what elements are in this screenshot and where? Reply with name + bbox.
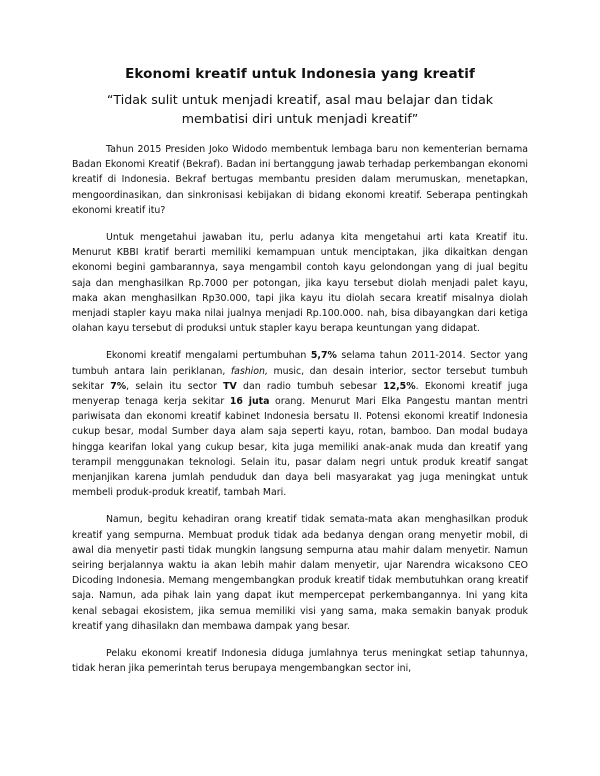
paragraph-4: Namun, begitu kehadiran orang kreatif tidak semata-mata akan menghasilkan produk kreatif yang sempurna. Membuat produk tidak ada bedanya dengan orang menyetir mobil, di awal dia menyetir pasti tidak mungkin langsung sempurna atau mahir dalam menyetir. Namun seiring berjalannya waktu ia akan lebih mahir dalam menyetir, ujar Narendra wicaksono CEO Dicoding Indonesia. Memang mengembangkan produk kreatif tidak membutuhkan orang kreatif saja. Namun, ada pihak lain yang dapat ikut mempercepat perkembangannya. Ini yang kita kenal sebagai ekosistem, jika semua memiliki visi yang sama, maka semakin banyak produk kreatif yang dihasilakn dan membawa dampak yang besar. — [72, 514, 528, 632]
paragraph-3-text: music, dan desain interior, sector tersebut tumbuh sekitar — [72, 365, 528, 392]
workforce-count: 16 juta — [229, 396, 270, 408]
document-quote: “Tidak sulit untuk menjadi kreatif, asal mau belajar dan tidak membatisi diri untuk menjadi kreatif” — [106, 92, 494, 126]
tv-term: TV — [223, 380, 237, 392]
paragraph-5: Pelaku ekonomi kreatif Indonesia diduga jumlahnya terus meningkat setiap tahunnya, tidak heran jika pemerintah terus berupaya mengembangkan sector ini, — [72, 648, 528, 675]
paragraph-3-text: , selain itu sector — [126, 380, 224, 392]
paragraph-1: Tahun 2015 Presiden Joko Widodo membentuk lembaga baru non kementerian bernama Badan Ekonomi Kreatif (Bekraf). Badan ini bertanggung jawab terhadap perkembangan ekonomi kreatif di Indonesia. Bekraf bertugas membantu presiden dalam merumuskan, menetapkan, mengoordinasikan, dan sinkronisasi kebijakan di bidang ekonomi kreatif. Seberapa pentingkah ekonomi kreatif itu? — [72, 144, 528, 216]
radio-growth-percent: 12,5% — [383, 380, 416, 392]
paragraph-3-text: orang. Menurut Mari Elka Pangestu mantan mentri pariwisata dan ekonomi kreatif kabinet Indonesia bersatu II. Potensi ekonomi kreatif Indonesia cukup besar, modal Sumber daya alam saja seperti kayu, rotan, bamboo. Dan modal budaya hingga kearifan lokal yang cukup besar, kita juga memiliki anak-anak muda dan kreatif yang terampil menggunakan teknologi. Selain itu, pasar dalam negri untuk produk kreatif sangat menjanjikan karena jumlah penduduk dan daya beli masyarakat yag juga meningkat untuk membeli produk-produk kreatif, tambah Mari. — [72, 396, 528, 499]
sector-growth-percent: 7% — [110, 380, 127, 392]
paragraph-3-text: . Ekonomi kreatif juga menyerap tenaga kerja sekitar — [72, 380, 528, 408]
fashion-term: fashion, — [230, 365, 268, 377]
growth-percent: 5,7% — [310, 350, 337, 362]
paragraph-3-text: dan radio tumbuh sebesar — [236, 380, 384, 392]
paragraph-3-text: selama tahun 2011-2014. Sector yang tumbuh antara lain periklanan, — [72, 350, 528, 377]
paragraph-3-text: Ekonomi kreatif mengalami pertumbuhan — [106, 350, 311, 362]
paragraph-3 — [72, 348, 528, 500]
document-title: Ekonomi kreatif untuk Indonesia yang kreatif — [125, 66, 475, 82]
paragraph-2: Untuk mengetahui jawaban itu, perlu adanya kita mengetahui arti kata Kreatif itu. Menurut KBBI kratif berarti memiliki kemampuan untuk menciptakan, jika dikaitkan dengan ekonomi begini gambarannya, saya mengambil contoh kayu gelondongan yang di jual begitu saja dan menghasilkan Rp.7000 per potongan, jika kayu tersebut diolah menjadi palet kayu, maka akan menghasilkan Rp30.000, tapi jika kayu itu diolah secara kreatif misalnya diolah menjadi stapler kayu maka nilai jualnya menjadi Rp.100.000. nah, bisa dibayangkan dari ketiga olahan kayu tersebut di produksi untuk stapler kayu berapa keuntungan yang didapat. — [72, 232, 528, 335]
